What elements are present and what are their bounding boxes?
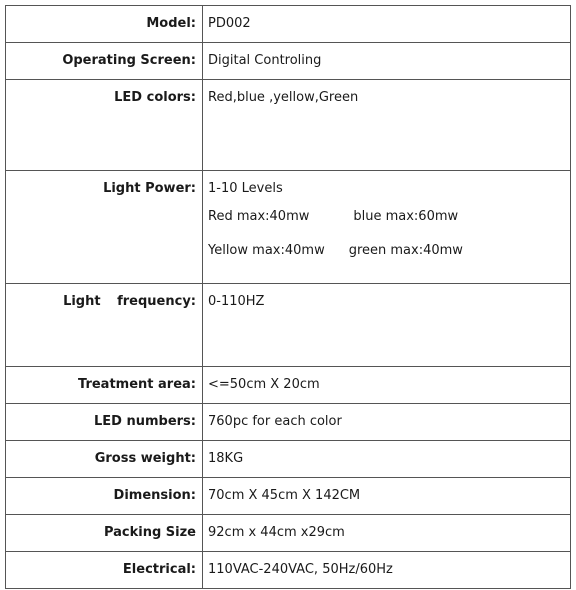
label-cell	[6, 367, 203, 404]
value-cell	[203, 404, 571, 441]
value-cell	[203, 515, 571, 552]
label-cell	[6, 284, 203, 367]
label-cell	[6, 80, 203, 171]
value-cell	[203, 478, 571, 515]
value-cell	[203, 80, 571, 171]
row-treatment-area	[6, 367, 571, 404]
dimension-value: 70cm X 45cm X 142CM	[208, 488, 361, 503]
label-cell	[6, 441, 203, 478]
light-power-levels: 1-10 Levels	[208, 181, 283, 196]
spec-table	[5, 5, 571, 589]
value-cell	[203, 284, 571, 367]
operating-screen-label: Operating Screen:	[62, 53, 196, 68]
green-max: green max:40mw	[348, 243, 463, 258]
treatment-area-value: <=50cm X 20cm	[208, 377, 320, 392]
treatment-area-label: Treatment area:	[78, 377, 196, 392]
packing-size-value: 92cm x 44cm x29cm	[208, 525, 345, 540]
model-value: PD002	[208, 16, 251, 31]
row-led-numbers	[6, 404, 571, 441]
light-frequency-label: Light frequency:	[63, 294, 196, 309]
yellow-max: Yellow max:40mw	[208, 243, 325, 258]
row-model	[6, 6, 571, 43]
dimension-label: Dimension:	[113, 488, 196, 503]
row-light-power	[6, 171, 571, 284]
electrical-label: Electrical:	[122, 562, 196, 577]
label-cell	[6, 515, 203, 552]
light-power-line	[203, 236, 570, 270]
row-light-frequency	[6, 284, 571, 367]
led-colors-label: LED colors:	[114, 90, 196, 105]
led-numbers-label: LED numbers:	[93, 414, 196, 429]
label-cell	[6, 478, 203, 515]
light-frequency-value: 0-110HZ	[208, 294, 265, 309]
led-colors-value: Red,blue ,yellow,Green	[208, 90, 359, 105]
label-cell	[6, 6, 203, 43]
value-cell	[203, 6, 571, 43]
gross-weight-value: 18KG	[208, 451, 244, 466]
row-operating-screen	[6, 43, 571, 80]
label-cell	[6, 43, 203, 80]
light-power-label: Light Power:	[103, 181, 196, 196]
value-cell	[203, 367, 571, 404]
gross-weight-label: Gross weight:	[94, 451, 196, 466]
operating-screen-value: Digital Controling	[208, 53, 322, 68]
value-cell	[203, 552, 571, 589]
row-gross-weight	[6, 441, 571, 478]
value-cell	[203, 43, 571, 80]
label-cell	[6, 552, 203, 589]
model-label: Model:	[146, 16, 196, 31]
light-power-line	[203, 198, 570, 236]
row-electrical	[6, 552, 571, 589]
row-led-colors	[6, 80, 571, 171]
packing-size-label: Packing Size	[103, 525, 196, 540]
blue-max: blue max:60mw	[353, 209, 459, 224]
label-cell	[6, 404, 203, 441]
row-dimension	[6, 478, 571, 515]
led-numbers-value: 760pc for each color	[208, 414, 342, 429]
value-cell	[203, 441, 571, 478]
electrical-value: 110VAC-240VAC, 50Hz/60Hz	[208, 562, 393, 577]
row-packing-size	[6, 515, 571, 552]
value-cell	[203, 171, 571, 284]
label-cell	[6, 171, 203, 284]
red-max: Red max:40mw	[208, 209, 310, 224]
